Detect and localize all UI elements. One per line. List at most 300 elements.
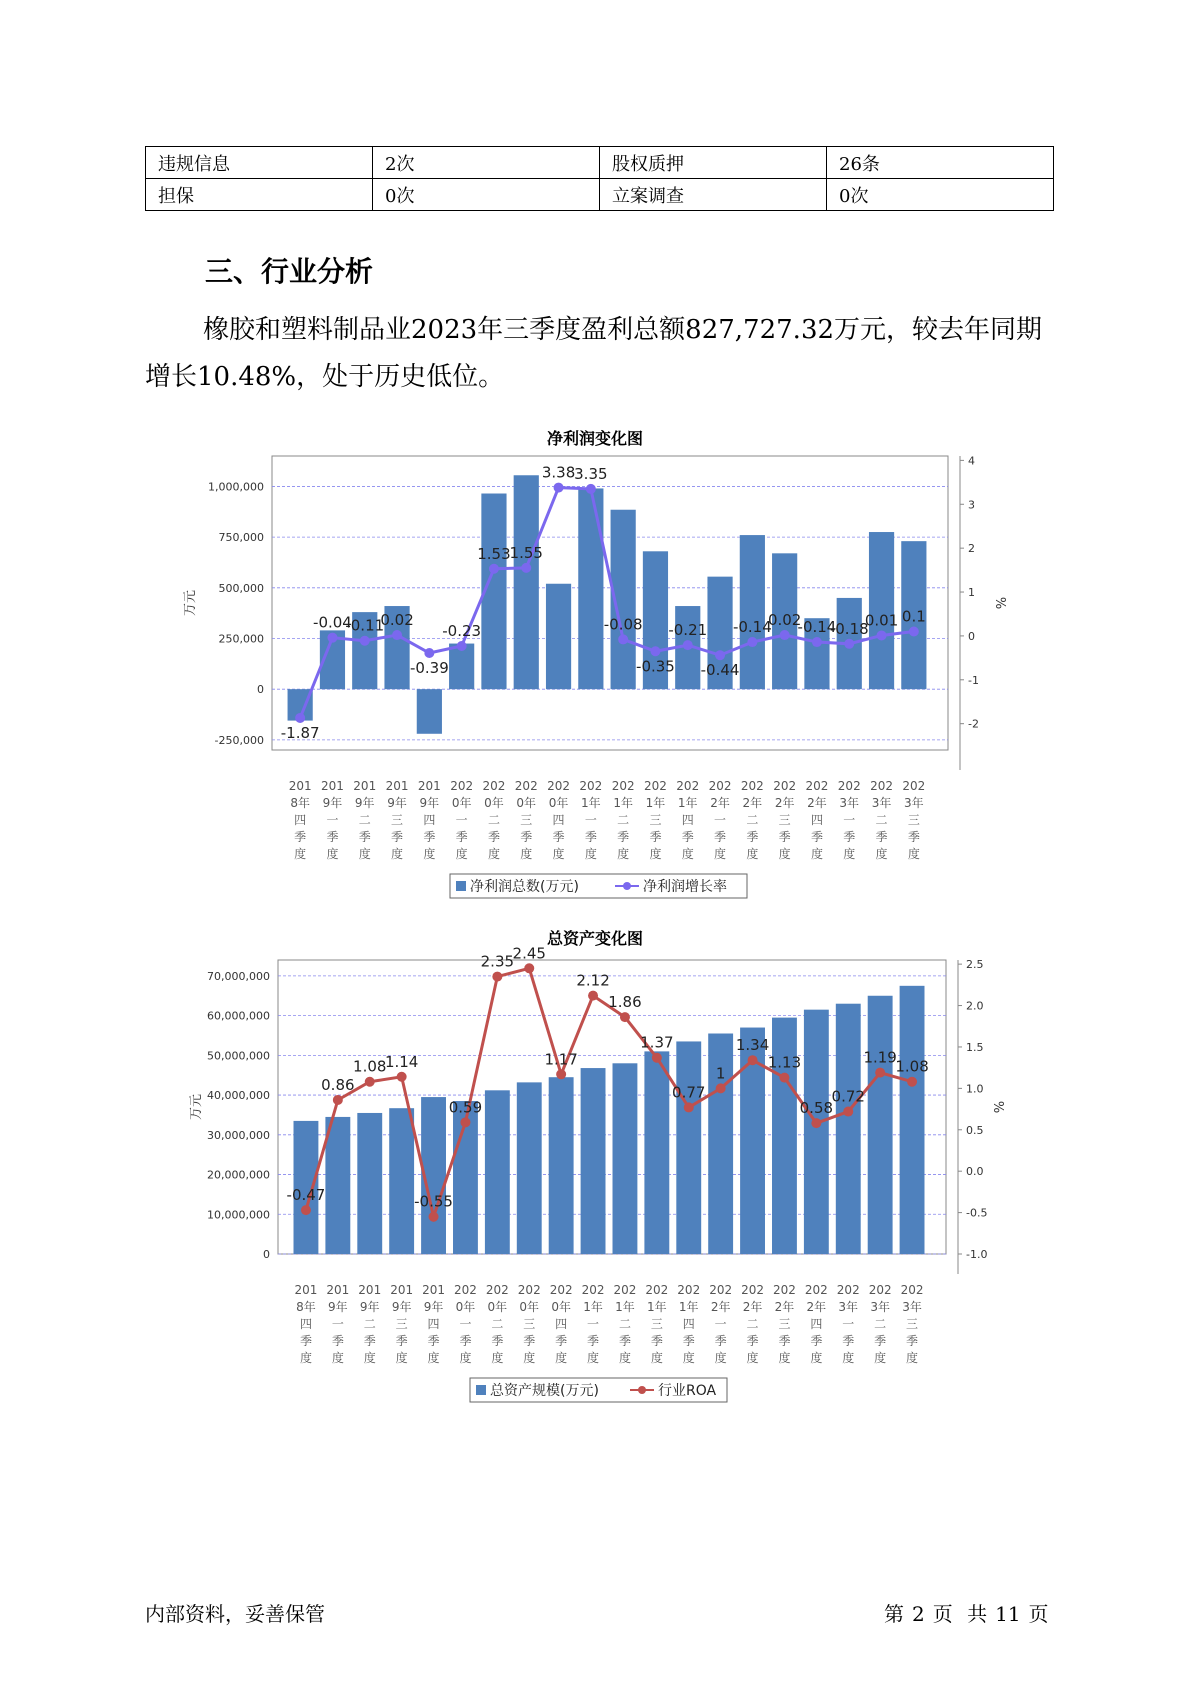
x-tick-label: 季: [649, 830, 662, 844]
x-tick-label: 3年: [870, 1300, 890, 1314]
x-tick-label: 度: [778, 1351, 791, 1365]
x-tick-label: 季: [363, 1334, 376, 1348]
x-tick-label: 1年: [647, 1300, 667, 1314]
legend-label: 净利润增长率: [643, 879, 727, 895]
data-label: 0.02: [380, 611, 414, 630]
x-tick-label: 度: [487, 847, 500, 861]
legend-label: 行业ROA: [658, 1383, 717, 1399]
x-tick-label: 201: [294, 1283, 318, 1297]
x-tick-label: 201: [353, 779, 377, 793]
x-tick-label: 季: [650, 1334, 663, 1348]
x-tick-label: 度: [810, 847, 823, 861]
data-label: 1.17: [544, 1050, 578, 1069]
x-tick-label: 0年: [519, 1300, 540, 1314]
x-tick-label: 季: [455, 830, 468, 844]
x-tick-label: 202: [450, 779, 474, 793]
y-tick-label: 50,000,000: [207, 1049, 270, 1063]
x-tick-label: 度: [907, 847, 920, 861]
x-tick-label: 201: [390, 1283, 414, 1297]
x-tick-label: 三: [523, 1317, 536, 1331]
line-point: [618, 634, 628, 644]
table-cell: 股权质押: [600, 147, 827, 179]
table-cell: 0次: [827, 179, 1054, 211]
x-tick-label: 2年: [807, 796, 827, 810]
x-tick-label: 度: [584, 847, 597, 861]
x-tick-label: 202: [900, 1283, 924, 1297]
line-point: [295, 713, 305, 723]
data-label: 0.59: [448, 1098, 483, 1117]
y-tick-label: 750,000: [218, 531, 264, 545]
x-tick-label: 1年: [678, 1300, 699, 1314]
x-tick-label: 202: [547, 779, 571, 793]
x-tick-label: 1年: [581, 796, 601, 810]
x-tick-label: 度: [714, 847, 727, 861]
data-label: 0.1: [901, 607, 926, 626]
x-tick-label: 202: [514, 779, 538, 793]
page-label: 页: [932, 1602, 953, 1626]
line-point: [650, 646, 660, 656]
x-tick-label: 二: [746, 1317, 759, 1331]
x-tick-label: 度: [587, 1351, 600, 1365]
x-tick-label: 四: [299, 1317, 312, 1331]
x-tick-label: 度: [455, 847, 468, 861]
line-point: [521, 563, 531, 573]
x-tick-label: 季: [487, 830, 500, 844]
bar: [578, 488, 603, 689]
x-tick-label: 季: [810, 830, 823, 844]
data-label: 0.77: [672, 1083, 706, 1102]
x-tick-label: 2年: [774, 796, 795, 810]
x-tick-label: 2年: [710, 1300, 731, 1314]
x-tick-label: 四: [810, 813, 823, 827]
bar: [676, 1041, 701, 1254]
data-label: -0.23: [442, 622, 482, 641]
x-tick-label: 3年: [838, 1300, 859, 1314]
line-point: [397, 1072, 407, 1082]
data-label: 3.38: [541, 463, 576, 482]
x-tick-label: 度: [874, 1351, 887, 1365]
line-point: [715, 650, 725, 660]
x-tick-label: 三: [391, 813, 404, 827]
x-tick-label: 二: [874, 1317, 887, 1331]
x-tick-label: 度: [618, 1351, 631, 1365]
x-tick-label: 度: [681, 847, 694, 861]
x-tick-label: 季: [746, 1334, 759, 1348]
x-tick-label: 0年: [516, 796, 537, 810]
x-tick-label: 2年: [742, 796, 763, 810]
x-tick-label: 季: [681, 830, 694, 844]
x-tick-label: 季: [906, 1334, 919, 1348]
y2-tick-label: -2: [968, 717, 979, 731]
x-tick-label: 度: [552, 847, 565, 861]
data-label: 2.45: [512, 944, 546, 963]
x-tick-label: 0年: [484, 796, 504, 810]
x-tick-label: 3年: [839, 796, 860, 810]
y2-tick-label: -1: [968, 673, 979, 687]
x-tick-label: 1年: [613, 796, 633, 810]
bar: [549, 1077, 574, 1254]
x-tick-label: 一: [587, 1317, 600, 1331]
y-tick-label: 30,000,000: [207, 1128, 270, 1142]
x-tick-label: 1年: [677, 796, 698, 810]
x-tick-label: 201: [422, 1283, 446, 1297]
x-tick-label: 202: [676, 779, 700, 793]
table-cell: 违规信息: [146, 147, 373, 179]
total-assets-chart: [0, 922, 1191, 1399]
x-tick-label: 9年: [419, 796, 440, 810]
x-tick-label: 一: [714, 1317, 727, 1331]
x-tick-label: 202: [868, 1283, 892, 1297]
line-point: [333, 1095, 343, 1105]
line-point: [811, 1118, 821, 1128]
x-tick-label: 201: [320, 779, 344, 793]
x-tick-label: 9年: [387, 796, 407, 810]
x-tick-label: 四: [552, 813, 565, 827]
x-tick-label: 一: [455, 813, 468, 827]
x-tick-label: 201: [417, 779, 441, 793]
x-tick-label: 季: [395, 1334, 408, 1348]
x-tick-label: 9年: [354, 796, 375, 810]
x-tick-label: 1年: [583, 1300, 603, 1314]
x-tick-label: 度: [299, 1351, 312, 1365]
x-tick-label: 二: [875, 813, 888, 827]
x-tick-label: 201: [385, 779, 409, 793]
table-cell: 立案调查: [600, 179, 827, 211]
x-tick-label: 3年: [902, 1300, 922, 1314]
bar: [740, 535, 765, 689]
x-tick-label: 1年: [645, 796, 666, 810]
bar: [357, 1113, 382, 1254]
x-tick-label: 度: [810, 1351, 823, 1365]
x-tick-label: 202: [804, 1283, 828, 1297]
legend-swatch: [456, 881, 466, 891]
x-tick-label: 度: [617, 847, 630, 861]
bar: [389, 1108, 414, 1254]
data-label: 1.13: [767, 1053, 802, 1072]
y-tick-label: 10,000,000: [207, 1208, 270, 1222]
x-tick-label: 季: [746, 830, 759, 844]
x-tick-label: 度: [427, 1351, 440, 1365]
x-tick-label: 202: [902, 779, 926, 793]
table-cell: 2次: [373, 147, 600, 179]
bar: [613, 1063, 638, 1254]
line-point: [588, 991, 598, 1001]
bar: [325, 1117, 350, 1254]
x-tick-label: 度: [523, 1351, 536, 1365]
line-point: [392, 630, 402, 640]
bar: [517, 1082, 542, 1254]
x-tick-label: 季: [874, 1334, 887, 1348]
table-cell: 0次: [373, 179, 600, 211]
x-tick-label: 9年: [359, 1300, 380, 1314]
y-tick-label: 1,000,000: [208, 480, 264, 494]
x-tick-label: 度: [746, 847, 759, 861]
x-tick-label: 度: [363, 1351, 376, 1365]
x-tick-label: 一: [842, 1317, 855, 1331]
x-tick-label: 度: [842, 1351, 855, 1365]
info-table: [145, 146, 1054, 211]
line-point: [327, 633, 337, 643]
bar: [644, 1051, 669, 1254]
data-label: 0.01: [864, 611, 899, 630]
y-tick-label: 500,000: [218, 581, 264, 595]
data-label: -0.44: [700, 661, 740, 680]
x-tick-label: 度: [326, 847, 339, 861]
x-tick-label: 202: [549, 1283, 573, 1297]
x-tick-label: 一: [843, 813, 856, 827]
x-tick-label: 季: [810, 1334, 823, 1348]
line-point: [875, 1068, 885, 1078]
data-label: 0.02: [767, 611, 802, 630]
x-tick-label: 202: [870, 779, 894, 793]
x-tick-label: 度: [906, 1351, 919, 1365]
line-point: [360, 636, 370, 646]
x-tick-label: 2年: [774, 1300, 795, 1314]
line-point: [524, 963, 534, 973]
x-tick-label: 季: [523, 1334, 536, 1348]
data-label: 1.34: [735, 1036, 770, 1055]
data-label: 3.35: [574, 464, 608, 483]
x-tick-label: 四: [682, 1317, 695, 1331]
x-tick-label: 201: [326, 1283, 350, 1297]
data-label: 0.58: [799, 1099, 834, 1118]
data-label: -0.47: [286, 1186, 326, 1205]
data-label: -1.87: [280, 723, 320, 742]
line-point: [429, 1212, 439, 1222]
x-tick-label: 0年: [451, 796, 472, 810]
y-axis-label: 万元: [189, 1093, 204, 1121]
x-tick-label: 度: [331, 1351, 344, 1365]
legend-swatch: [476, 1385, 486, 1395]
x-tick-label: 季: [520, 830, 533, 844]
x-tick-label: 四: [427, 1317, 440, 1331]
chart-title: 总资产变化图: [546, 929, 644, 948]
x-tick-label: 季: [326, 830, 339, 844]
x-tick-label: 季: [391, 830, 404, 844]
x-tick-label: 季: [299, 1334, 312, 1348]
y-tick-label: 250,000: [218, 632, 264, 646]
line-point: [684, 1102, 694, 1112]
x-tick-label: 季: [423, 830, 436, 844]
y-tick-label: 40,000,000: [207, 1089, 270, 1103]
net-profit-chart-svg: [0, 420, 1191, 895]
x-tick-label: 度: [520, 847, 533, 861]
x-tick-label: 202: [709, 1283, 733, 1297]
footer-note: 内部资料，妥善保管: [145, 1602, 325, 1626]
legend-label: 总资产规模(万元): [490, 1383, 599, 1399]
data-label: 0.72: [831, 1087, 865, 1106]
x-tick-label: 二: [363, 1317, 376, 1331]
x-tick-label: 度: [714, 1351, 727, 1365]
total-pages: 11: [995, 1602, 1021, 1626]
total-assets-chart-svg: [0, 922, 1191, 1399]
y2-tick-label: 3: [968, 498, 975, 512]
x-tick-label: 202: [708, 779, 732, 793]
x-tick-label: 度: [875, 847, 888, 861]
current-page: 2: [912, 1602, 925, 1626]
data-label: -0.55: [414, 1192, 453, 1211]
x-tick-label: 度: [294, 847, 307, 861]
x-tick-label: 季: [714, 1334, 727, 1348]
x-tick-label: 2年: [710, 796, 730, 810]
bar: [417, 689, 442, 734]
x-tick-label: 四: [423, 813, 436, 827]
x-tick-label: 季: [778, 1334, 791, 1348]
x-tick-label: 8年: [290, 796, 310, 810]
y-tick-label: 0: [263, 1248, 270, 1261]
x-tick-label: 度: [459, 1351, 472, 1365]
x-tick-label: 三: [649, 813, 662, 827]
x-tick-label: 二: [487, 813, 500, 827]
x-tick-label: 四: [810, 1317, 823, 1331]
x-tick-label: 201: [288, 779, 312, 793]
x-tick-label: 季: [778, 830, 791, 844]
line-point: [683, 640, 693, 650]
y2-tick-label: 1.0: [966, 1082, 984, 1096]
y-tick-label: 60,000,000: [207, 1009, 270, 1023]
y-tick-label: 20,000,000: [207, 1168, 270, 1182]
x-tick-label: 季: [459, 1334, 472, 1348]
x-tick-label: 202: [805, 779, 829, 793]
line-point: [812, 637, 822, 647]
x-tick-label: 0年: [551, 1300, 571, 1314]
bar: [581, 1068, 606, 1254]
y-tick-label: 70,000,000: [207, 969, 270, 983]
x-tick-label: 季: [331, 1334, 344, 1348]
x-tick-label: 一: [459, 1317, 472, 1331]
data-label: 2.12: [576, 971, 610, 990]
x-tick-label: 三: [778, 1317, 791, 1331]
y-tick-label: -250,000: [214, 733, 264, 747]
data-label: -0.18: [829, 619, 869, 638]
x-tick-label: 0年: [455, 1300, 476, 1314]
data-label: -0.39: [409, 659, 449, 678]
line-point: [492, 972, 502, 982]
legend-label: 净利润总数(万元): [470, 879, 579, 895]
line-point: [779, 1073, 789, 1083]
x-tick-label: 度: [395, 1351, 408, 1365]
x-tick-label: 三: [778, 813, 791, 827]
x-tick-label: 202: [741, 1283, 765, 1297]
y2-axis-label: %: [990, 1100, 1005, 1114]
line-point: [843, 1107, 853, 1117]
data-label: 1.86: [608, 993, 642, 1012]
line-point: [460, 1117, 470, 1127]
x-tick-label: 季: [427, 1334, 440, 1348]
x-tick-label: 二: [491, 1317, 504, 1331]
x-tick-label: 度: [778, 847, 791, 861]
x-tick-label: 度: [423, 847, 436, 861]
line-point: [301, 1205, 311, 1215]
x-tick-label: 季: [682, 1334, 695, 1348]
x-tick-label: 季: [294, 830, 307, 844]
x-tick-label: 2年: [742, 1300, 763, 1314]
bar: [900, 986, 925, 1254]
y2-axis-label: %: [992, 596, 1007, 610]
bar: [804, 1010, 829, 1254]
bar: [546, 584, 571, 689]
x-tick-label: 0年: [487, 1300, 508, 1314]
x-tick-label: 0年: [548, 796, 569, 810]
line-point: [716, 1083, 726, 1093]
data-label: 1: [715, 1064, 726, 1083]
y2-tick-label: 0: [968, 629, 975, 643]
y-axis-label: 万元: [183, 589, 198, 617]
data-label: -0.14: [797, 618, 837, 637]
x-tick-label: 四: [294, 813, 307, 827]
bar: [514, 475, 539, 689]
x-tick-label: 8年: [296, 1300, 316, 1314]
table-row: [146, 147, 1054, 179]
line-point: [907, 1077, 917, 1087]
x-tick-label: 202: [740, 779, 764, 793]
data-label: 2.35: [480, 952, 515, 971]
x-tick-label: 度: [682, 1351, 695, 1365]
table-cell: 26条: [827, 147, 1054, 179]
x-tick-label: 201: [358, 1283, 382, 1297]
data-label: 1.53: [477, 544, 511, 563]
x-tick-label: 季: [584, 830, 597, 844]
data-label: -0.08: [603, 615, 643, 634]
line-point: [457, 641, 467, 651]
bar: [868, 996, 893, 1254]
x-tick-label: 度: [358, 847, 371, 861]
x-tick-label: 202: [517, 1283, 541, 1297]
line-point: [844, 639, 854, 649]
bar: [485, 1090, 510, 1254]
x-tick-label: 202: [645, 1283, 669, 1297]
line-point: [620, 1012, 630, 1022]
x-tick-label: 202: [773, 779, 797, 793]
x-tick-label: 季: [358, 830, 371, 844]
x-tick-label: 202: [485, 1283, 509, 1297]
chart-title: 净利润变化图: [546, 429, 644, 448]
line-point: [556, 1069, 566, 1079]
x-tick-label: 3年: [871, 796, 892, 810]
x-tick-label: 度: [491, 1351, 504, 1365]
x-tick-label: 202: [836, 1283, 860, 1297]
x-tick-label: 9年: [328, 1300, 348, 1314]
x-tick-label: 季: [552, 830, 565, 844]
data-label: -0.35: [636, 657, 675, 676]
x-tick-label: 二: [746, 813, 759, 827]
x-tick-label: 一: [584, 813, 597, 827]
x-tick-label: 9年: [391, 1300, 412, 1314]
x-tick-label: 季: [617, 830, 630, 844]
x-tick-label: 202: [482, 779, 506, 793]
x-tick-label: 二: [618, 1317, 631, 1331]
x-tick-label: 二: [617, 813, 630, 827]
x-tick-label: 202: [611, 779, 635, 793]
data-label: 1.19: [863, 1048, 897, 1067]
y-tick-label: 0: [257, 683, 264, 697]
x-tick-label: 度: [650, 1351, 663, 1365]
page-number: [884, 1598, 1057, 1627]
net-profit-chart: [0, 420, 1191, 895]
x-tick-label: 季: [875, 830, 888, 844]
data-label: -0.04: [313, 613, 352, 632]
total-label: 页: [1028, 1602, 1049, 1626]
x-tick-label: 202: [579, 779, 603, 793]
x-tick-label: 季: [907, 830, 920, 844]
line-point: [909, 627, 919, 637]
page-label: 第: [884, 1602, 904, 1626]
x-tick-label: 二: [358, 813, 371, 827]
y2-tick-label: 4: [968, 454, 975, 468]
data-label: 1.14: [384, 1052, 419, 1071]
x-tick-label: 202: [643, 779, 667, 793]
x-tick-label: 季: [555, 1334, 568, 1348]
